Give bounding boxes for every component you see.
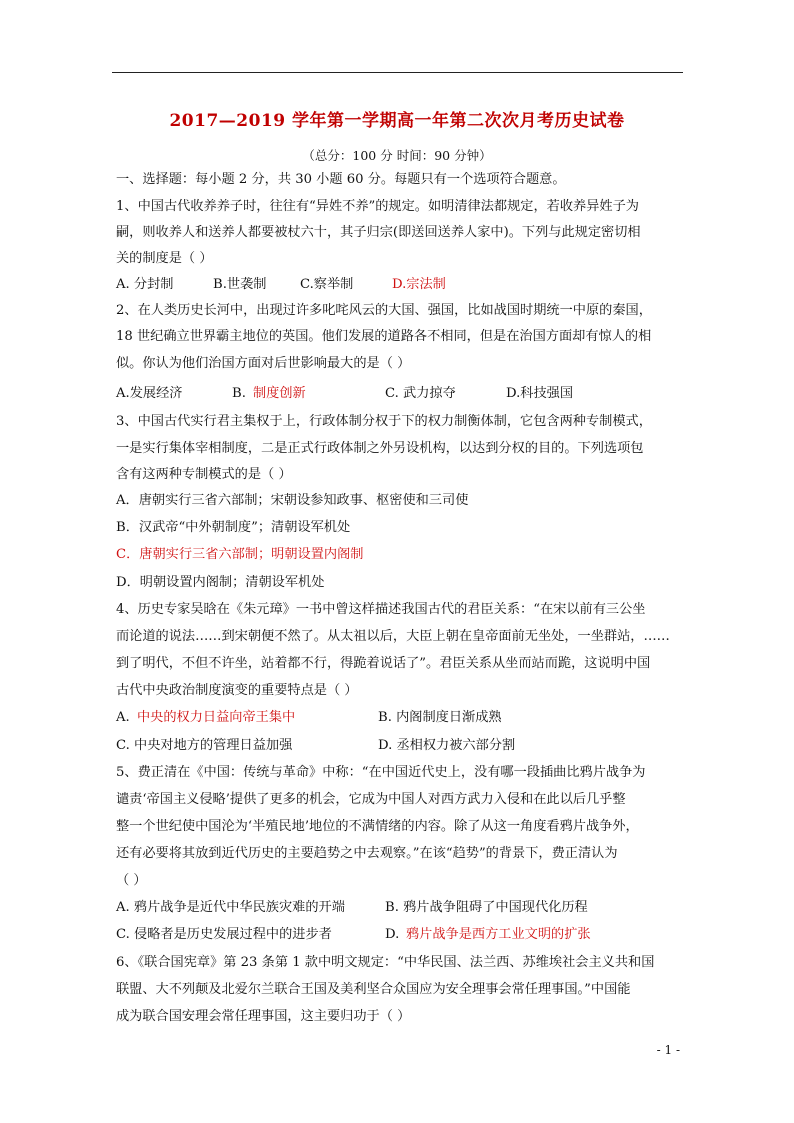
question-2-line: 18 世纪确立世界霸主地位的英国。他们发展的道路各不相同，但是在治国方面却有惊人的相	[116, 329, 652, 344]
q4-option-b: B. 内阁制度日渐成熟	[378, 710, 502, 725]
q1-option-d: D.宗法制	[392, 277, 446, 292]
question-5-line: 还有必要将其放到近代历史的主要趋势之中去观察。”在该“趋势”的背景下，费正清认为	[116, 846, 618, 861]
question-5-line: （ ）	[116, 873, 147, 888]
page-title: 2017—2019 学年第一学期高一年第二次次月考历史试卷	[169, 111, 625, 131]
question-6-line: 6、《联合国宪章》第 23 条第 1 款中明文规定：“中华民国、法兰西、苏维埃社会主义共和国	[116, 955, 655, 970]
question-5-line: 整一个世纪使中国沦为‘半殖民地’地位的不满情绪的内容。除了从这一角度看鸦片战争外，	[116, 819, 639, 834]
question-5-line: 5、费正清在《中国：传统与革命》中称：“在中国近代史上，没有哪一段插曲比鸦片战争为	[116, 765, 646, 780]
q3-option-a: A．唐朝实行三省六部制；宋朝设参知政事、枢密使和三司使	[116, 493, 469, 508]
q4-option-a: 中央的权力日益向帝王集中	[137, 710, 296, 725]
question-6-line: 成为联合国安理会常任理事国，这主要归功于（ ）	[116, 1009, 411, 1024]
question-4-line: 到了明代，不但不许坐，站着都不行，得跪着说话了”。君臣关系从坐而站而跪，这说明中国	[116, 656, 651, 671]
q1-option-c: C.察举制	[300, 277, 354, 292]
question-5-line: 谴责‘帝国主义侵略’提供了更多的机会，它成为中国人对西方武力入侵和在此以后几乎整	[116, 792, 626, 807]
q4-option-d: D. 丞相权力被六部分割	[378, 738, 516, 753]
q5-option-b: B. 鸦片战争阻碍了中国现代化历程	[385, 900, 588, 915]
q2-option-b: 制度创新	[253, 386, 306, 401]
question-1-line: 1、中国古代收养养子时，往往有“异姓不养”的规定。如明清律法都规定，若收养异姓子为	[116, 199, 639, 214]
question-3-line: 3、中国古代实行君主集权于上，行政体制分权于下的权力制衡体制，它包含两种专制模式，	[116, 414, 652, 429]
q2-option-c: C. 武力掠夺	[385, 386, 456, 401]
q1-option-b: B.世袭制	[213, 277, 267, 292]
question-4-line: 古代中央政治制度演变的重要特点是（ ）	[116, 683, 358, 698]
question-3-line: 含有这两种专制模式的是（ ）	[116, 467, 292, 482]
q3-option-c: C．唐朝实行三省六部制；明朝设置内阁制	[116, 547, 364, 562]
q4-option-a-prefix: A.	[116, 710, 130, 725]
section-heading: 一、选择题：每小题 2 分，共 30 小题 60 分。每题只有一个选项符合题意。	[116, 172, 566, 187]
q2-option-b-prefix: B.	[232, 386, 246, 401]
q5-option-a: A. 鸦片战争是近代中华民族灾难的开端	[116, 900, 345, 915]
q3-option-b: B．汉武帝“中外朝制度”；清朝设军机处	[116, 520, 351, 535]
q1-option-a: A. 分封制	[116, 277, 174, 292]
page-number: - 1 -	[656, 1043, 680, 1057]
question-4-line: 而论道的说法……到宋朝便不然了。从太祖以后，大臣上朝在皇帝面前无坐处，一坐群站，……	[116, 629, 670, 644]
question-1-line: 关的制度是（ ）	[116, 251, 213, 266]
q5-option-d-prefix: D.	[385, 927, 400, 942]
question-4-line: 4、历史专家吴晗在《朱元璋》一书中曾这样描述我国古代的君臣关系：“在宋以前有三公坐	[116, 602, 646, 617]
question-1-line: 嗣，则收养人和送养人都要被杖六十，其子归宗(即送回送养人家中)。下列与此规定密切相	[116, 225, 641, 240]
question-6-line: 联盟、大不列颠及北爱尔兰联合王国及美利坚合众国应为安全理事会常任理事国。”中国能	[116, 982, 631, 997]
q5-option-c: C. 侵略者是历史发展过程中的进步者	[116, 927, 332, 942]
question-2-line: 似。你认为他们治国方面对后世影响最大的是（ ）	[116, 356, 411, 371]
q4-option-c: C. 中央对地方的管理日益加强	[116, 738, 293, 753]
q2-option-a: A.发展经济	[116, 386, 183, 401]
question-3-line: 一是实行集体宰相制度，二是正式行政体制之外另设机构，以达到分权的目的。下列选项包	[116, 441, 644, 456]
question-2-line: 2、在人类历史长河中，出现过许多叱咤风云的大国、强国，比如战国时期统一中原的秦国，	[116, 303, 652, 318]
header-rule	[112, 72, 683, 73]
q2-option-d: D.科技强国	[506, 386, 574, 401]
q5-option-d: 鸦片战争是西方工业文明的扩张	[406, 927, 591, 942]
exam-info: （总分：100 分 时间：90 分钟）	[302, 148, 492, 163]
q3-option-d: D．明朝设置内阁制；清朝设军机处	[116, 575, 325, 590]
